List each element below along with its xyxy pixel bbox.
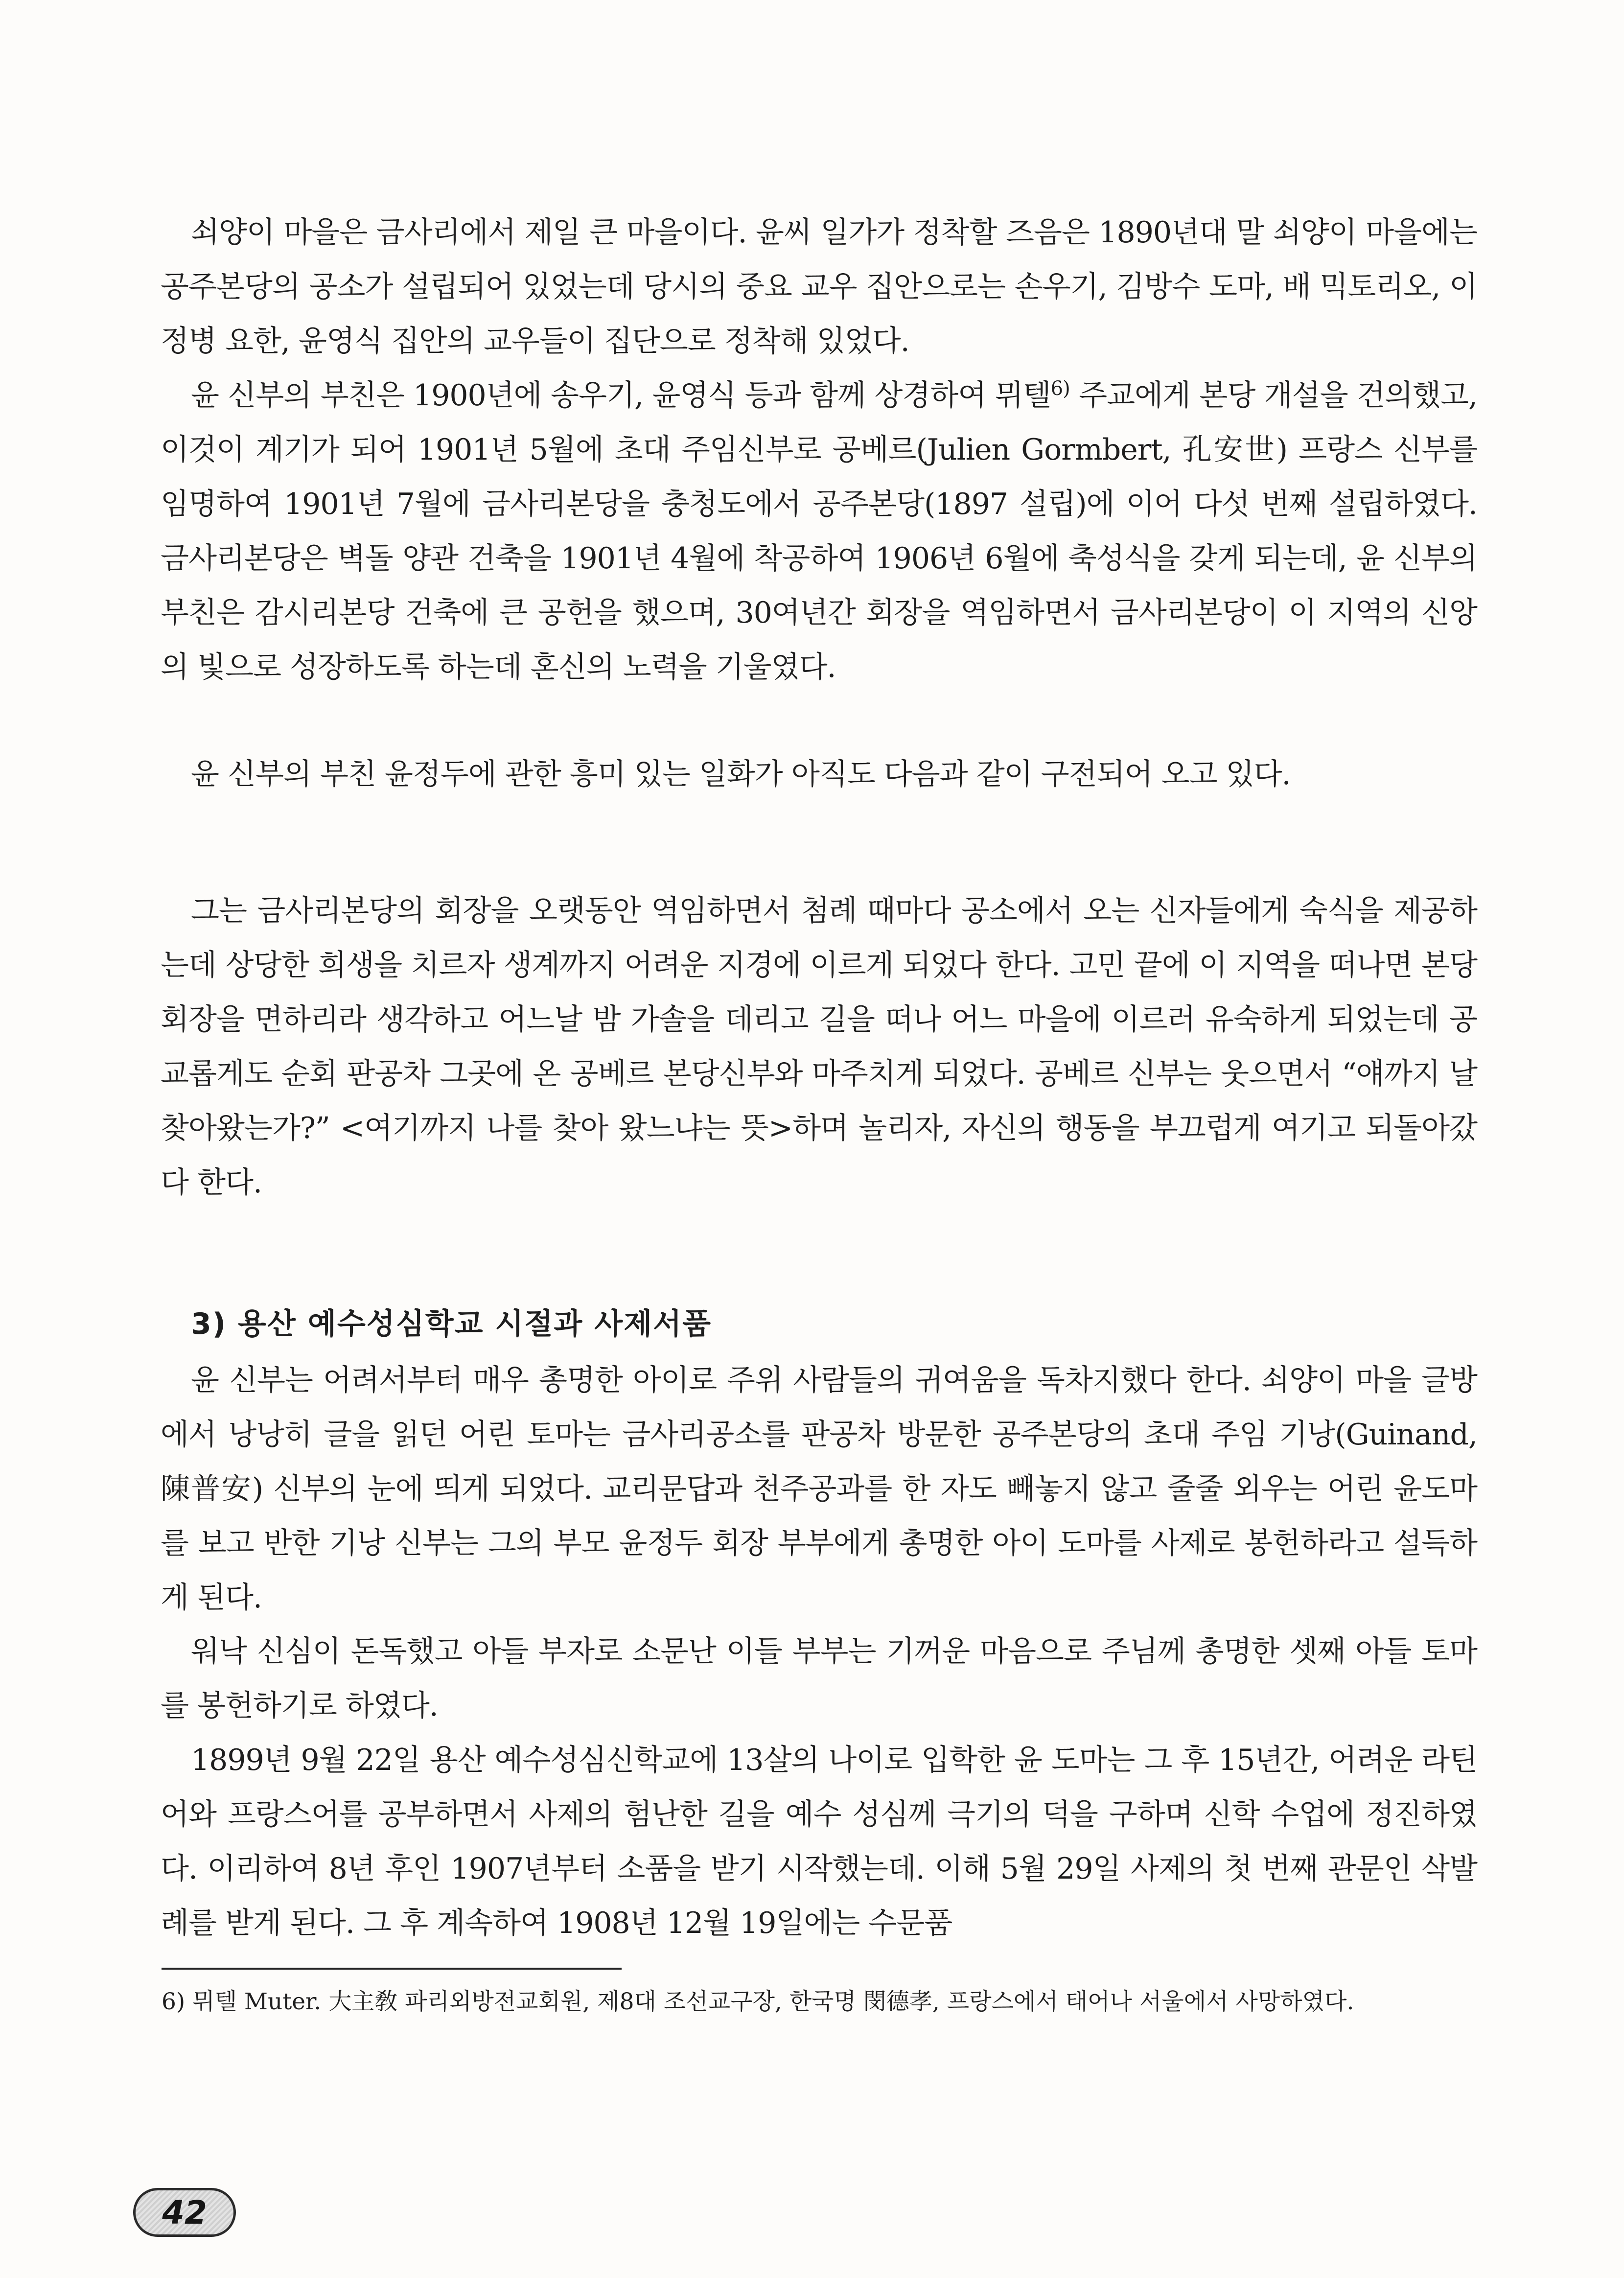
page-number: 42 bbox=[162, 2193, 207, 2232]
paragraph-1: 쇠양이 마을은 금사리에서 제일 큰 마을이다. 윤씨 일가가 정착할 즈음은 1890년대 말 쇠양이 마을에는 공주본당의 공소가 설립되어 있었는데 당시의 중요 교우 집안으로는 손우기, 김방수 도마, 배 믹토리오, 이정병 요한, 윤영식 집안의 교우들이 집단으로 정착해 있었다. bbox=[161, 215, 1477, 358]
section-heading: 3) 용산 예수성심학교 시절과 사제서품 bbox=[191, 1307, 712, 1341]
paragraph-2-text-a: 윤 신부의 부친은 1900년에 송우기, 윤영식 등과 함께 상경하여 뮈텔 bbox=[191, 378, 1051, 413]
footnote-ref-6: 6) bbox=[1050, 377, 1070, 400]
paragraph-5: 윤 신부는 어려서부터 매우 총명한 아이로 주위 사람들의 귀여움을 독차지했다 한다. 쇠양이 마을 글방에서 낭낭히 글을 읽던 어린 토마는 금사리공소를 판공차 방문한 공주본당의 초대 주임 기낭(Guinand, 陳普安) 신부의 눈에 띄게 되었다. 교리문답과 천주공과를 한 자도 빼놓지 않고 줄줄 외우는 어린 윤도마를 보고 반한 기낭 신부는 그의 부모 윤정두 회장 부부에게 총명한 아이 도마를 사제로 봉헌하라고 설득하게 된다. bbox=[161, 1363, 1477, 1615]
page-number-badge bbox=[133, 2188, 236, 2237]
quoted-anecdote: 그는 금사리본당의 회장을 오랫동안 역임하면서 첨례 때마다 공소에서 오는 신자들에게 숙식을 제공하는데 상당한 희생을 치르자 생계까지 어려운 지경에 이르게 되었다 한다. 고민 끝에 이 지역을 떠나면 본당회장을 면하리라 생각하고 어느날 밤 가솔을 데리고 길을 떠나 어느 마을에 이르러 유숙하게 되었는데 공교롭게도 순회 판공차 그곳에 온 공베르 본당신부와 마주치게 되었다. 공베르 신부는 웃으면서 “얘까지 날 찾아왔는가?” <여기까지 나를 찾아 왔느냐는 뜻>하며 놀리자, 자신의 행동을 부끄럽게 여기고 되돌아갔다 한다. bbox=[161, 894, 1477, 1200]
paragraph-7: 1899년 9월 22일 용산 예수성심신학교에 13살의 나이로 입학한 윤 도마는 그 후 15년간, 어려운 라틴어와 프랑스어를 공부하면서 사제의 험난한 길을 예수 성심께 극기의 덕을 구하며 신학 수업에 정진하였다. 이리하여 8년 후인 1907년부터 소품을 받기 시작했는데. 이해 5월 29일 사제의 첫 번째 관문인 삭발례를 받게 된다. 그 후 계속하여 1908년 12월 19일에는 수문품 bbox=[161, 1743, 1477, 1940]
footnote-divider bbox=[162, 1968, 622, 1970]
paragraph-3: 윤 신부의 부친 윤정두에 관한 흥미 있는 일화가 아직도 다음과 같이 구전되어 오고 있다. bbox=[191, 757, 1291, 791]
paragraph-2 bbox=[161, 369, 1477, 695]
paragraph-6: 워낙 신심이 돈독했고 아들 부자로 소문난 이들 부부는 기꺼운 마음으로 주님께 총명한 셋째 아들 토마를 봉헌하기로 하였다. bbox=[161, 1634, 1477, 1723]
paragraph-2-text-b: 주교에게 본당 개설을 건의했고, 이것이 계기가 되어 1901년 5월에 초대 주임신부로 공베르(Julien Gormbert, 孔安世) 프랑스 신부를 임명하여 1901년 7월에 금사리본당을 충청도에서 공주본당(1897 설립)에 이어 다섯 번째 설립하였다. 금사리본당은 벽돌 양관 건축을 1901년 4월에 착공하여 1906년 6월에 축성식을 갖게 되는데, 윤 신부의 부친은 감시리본당 건축에 큰 공헌을 했으며, 30여년간 회장을 역임하면서 금사리본당이 이 지역의 신앙의 빛으로 성장하도록 하는데 혼신의 노력을 기울였다. bbox=[161, 378, 1477, 684]
footnote-6: 6) 뮈텔 Muter. 大主敎 파리외방전교회원, 제8대 조선교구장, 한국명 閔德孝, 프랑스에서 태어나 서울에서 사망하였다. bbox=[162, 1988, 1354, 2015]
